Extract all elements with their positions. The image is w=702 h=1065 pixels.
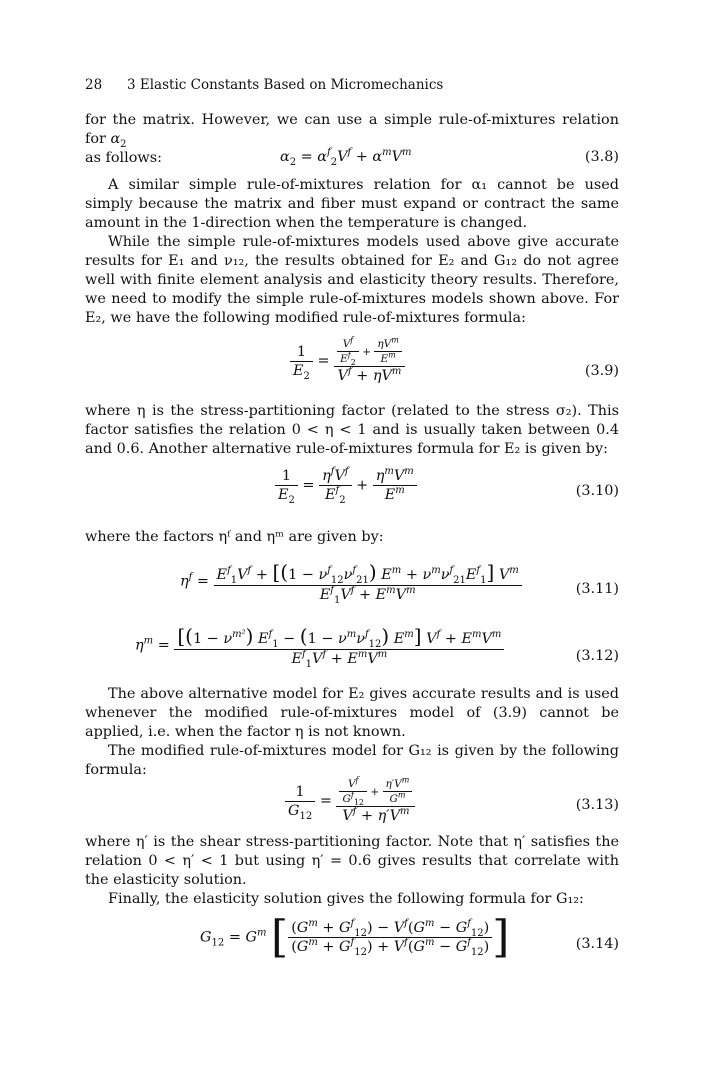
paragraph-3: While the simple rule-of-mixtures models used above give accurate results for E₁ and ν₁₂, the results obtained for E₂ and G₁₂ do not agree well with finite element analysis and elasticity theory results. Therefore, we need to modify the simple rule-of-mixtures models shown above. For E₂, we have the following modified rule-of-mixtures formula:: [85, 234, 619, 326]
paragraph-1-text: for the matrix. However, we can use a simple rule-of-mixtures relation for: [85, 112, 619, 147]
paragraph-6: The above alternative model for E₂ gives accurate results and is used whenever the modified rule-of-mixtures model of (3.9) cannot be applied, i.e. when the factor η is not known.: [85, 686, 619, 740]
paragraph-8: where η′ is the shear stress-partitioning factor. Note that η′ satisfies the relation 0 < η′ < 1 but using η′ = 0.6 gives results that correlate with the elasticity solution.: [85, 834, 619, 888]
equation-number-3-13: (3.13): [575, 797, 619, 813]
equation-number-3-8: (3.8): [584, 149, 619, 165]
paragraph-4: where η is the stress-partitioning factor (related to the stress σ₂). This factor satisfies the relation 0 < η < 1 and is usually taken between 0.4 and 0.6. Another alternative rule-of-mixtures formula for E₂ is given by:: [85, 403, 619, 457]
equation-3-9-body: $\frac{1}{E_2}$ = $\frac{V^f}{E^f_2}$ + $\frac{\eta V^m}{E^m}$ $V^f + \eta V^m$: [290, 338, 405, 384]
equation-number-3-9: (3.9): [584, 363, 619, 379]
equation-3-11: [85, 560, 619, 616]
paragraph-1: for the matrix. However, we can use a simple rule-of-mixtures relation for $\alpha_2$ as follows:: [85, 112, 619, 166]
equation-number-3-10: (3.10): [575, 483, 619, 499]
equation-number-3-11: (3.11): [575, 581, 619, 597]
equation-3-12: [85, 624, 619, 682]
paragraph-1-continuation: as follows:: [85, 150, 162, 166]
equation-3-14-body: $G_{12} = G^m$ [ $\frac{(G^m + G^f_{12}) - V^f(G^m - G^f_{12})}{(G^m + G^f_{12}) + V^f(G^m - G^f_{12})}$ ]: [200, 911, 510, 963]
paragraph-7: The modified rule-of-mixtures model for G₁₂ is given by the following formula:: [85, 743, 619, 778]
equation-3-8: [85, 149, 619, 171]
equation-3-12-body: $\eta^m$ = $\frac{[(1 - \nu^{m^2}) E^f_1 - (1 - \nu^m\nu^f_{12}) E^m] V^f + E^mV^m}{E^f_1V^f + E^mV^m}$: [135, 624, 504, 667]
running-header: [85, 77, 443, 93]
equation-3-14: [85, 911, 619, 974]
equation-3-11-body: $\eta^f$ = $\frac{E^f_1V^f + [(1 - \nu^f_{12}\nu^f_{21}) E^m + \nu^m\nu^f_{21}E^f_1] V^m}{E^f_1V^f + E^mV^m}$: [180, 560, 522, 603]
equation-3-9: [85, 336, 619, 394]
equation-3-13-body: $\frac{1}{G_{12}}$ = $\frac{V^f}{G^f_{12}}$ + $\frac{\eta'V^m}{G^m}$ $V^f + \eta'V^m$: [285, 778, 415, 824]
paragraph-9: Finally, the elasticity solution gives the following formula for G₁₂:: [108, 891, 584, 907]
equation-3-8-body: $\alpha_2 = \alpha^f_2V^f + \alpha^mV^m$: [280, 147, 412, 168]
page-number: 28: [85, 77, 103, 93]
equation-3-13: [85, 776, 619, 832]
equation-number-3-14: (3.14): [575, 936, 619, 952]
running-title: 3 Elastic Constants Based on Micromechanics: [127, 77, 444, 93]
equation-3-10: [85, 466, 619, 518]
paragraph-2: A similar simple rule-of-mixtures relation for α₁ cannot be used simply because the matrix and fiber must expand or contract the same amount in the 1-direction when the temperature is changed.: [85, 177, 619, 231]
equation-number-3-12: (3.12): [575, 648, 619, 664]
paragraph-5: where the factors ηᶠ and ηᵐ are given by:: [85, 529, 384, 545]
equation-3-10-body: $\frac{1}{E_2}$ = $\frac{\eta^fV^f}{E^f_2}$ + $\frac{\eta^mV^m}{E^m}$: [275, 468, 417, 503]
